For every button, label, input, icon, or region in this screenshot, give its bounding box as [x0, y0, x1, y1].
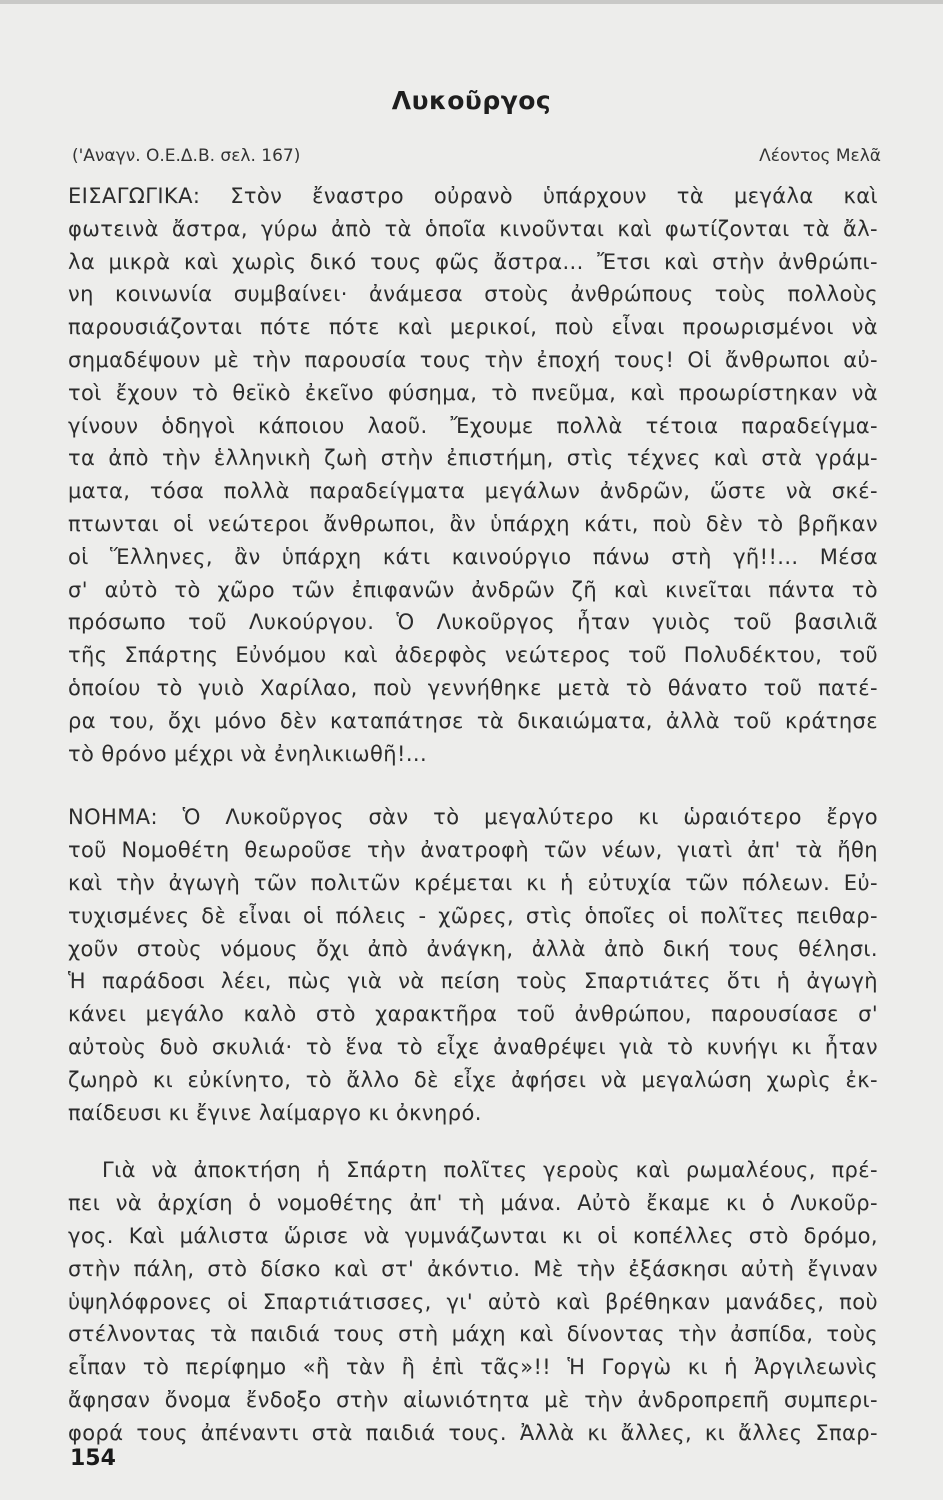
- paragraph-introduction: [68, 180, 878, 770]
- paragraph-gap: [68, 770, 878, 801]
- text-line: σημαδέψουν μὲ τὴν παρουσία τους τὴν ἐποχή τους! Οἱ ἄνθρωποι αὐ-: [68, 347, 878, 372]
- text-line: νη κοινωνία συμβαίνει· ἀνάμεσα στοὺς ἀνθρώπους τοὺς πολλοὺς: [68, 282, 878, 307]
- text-line: τυχισμένες δὲ εἶναι οἱ πόλεις - χῶρες, στὶς ὁποῖες οἱ πολῖτες πειθαρ-: [68, 903, 878, 928]
- text-line: εἶπαν τὸ περίφημο «ἢ τὰν ἢ ἐπὶ τᾶς»!! Ἡ Γοργὼ κι ἡ Ἀργιλεωνὶς: [68, 1355, 878, 1380]
- text-line: χοῦν στοὺς νόμους ὄχι ἀπὸ ἀνάγκη, ἀλλὰ ἀπὸ δική τους θέλησι.: [68, 936, 878, 961]
- text-line: ΕΙΣΑΓΩΓΙΚΑ: Στὸν ἔναστρο οὐρανὸ ὑπάρχουν τὰ μεγάλα καὶ: [68, 184, 878, 208]
- text-line: παίδευσι κι ἔγινε λαίμαργο κι ὀκνηρό.: [68, 1100, 482, 1125]
- text-line: οἱ Ἕλληνες, ἂν ὑπάρχη κάτι καινούργιο πάνω στὴ γῆ!!... Μέσα: [68, 544, 878, 569]
- text-line: ματα, τόσα πολλὰ παραδείγματα μεγάλων ἀνδρῶν, ὥστε νὰ σκέ-: [68, 479, 878, 504]
- text-line: πρόσωπο τοῦ Λυκούργου. Ὁ Λυκοῦργος ἦταν γυιὸς τοῦ βασιλιᾶ: [68, 610, 878, 635]
- paragraph-sparta: [68, 1154, 878, 1449]
- paragraph-meaning: [68, 801, 878, 1129]
- text-line: ὑψηλόφρονες οἱ Σπαρτιάτισσες, γι' αὐτὸ καὶ βρέθηκαν μανάδες, ποὺ: [68, 1289, 878, 1314]
- text-line: τῆς Σπάρτης Εὐνόμου καὶ ἀδερφὸς νεώτερος τοῦ Πολυδέκτου, τοῦ: [68, 643, 878, 668]
- text-line: πει νὰ ἀρχίση ὁ νομοθέτης ἀπ' τὴ μάνα. Αὐτὸ ἔκαμε κι ὁ Λυκοῦρ-: [68, 1191, 878, 1216]
- text-line: τοὶ ἔχουν τὸ θεϊκὸ ἐκεῖνο φύσημα, τὸ πνεῦμα, καὶ προωρίστηκαν νὰ: [68, 380, 878, 405]
- page-number: 154: [70, 1446, 116, 1471]
- text-line: στέλνοντας τὰ παιδιά τους στὴ μάχη καὶ δίνοντας τὴν ἀσπίδα, τοὺς: [68, 1322, 878, 1347]
- text-line: αὐτοὺς δυὸ σκυλιά· τὸ ἕνα τὸ εἶχε ἀναθρέψει γιὰ τὸ κυνήγι κι ἦταν: [68, 1034, 878, 1059]
- source-reference: ('Αναγν. Ο.Ε.Δ.Β. σελ. 167): [72, 146, 301, 166]
- text-line: στὴν πάλη, στὸ δίσκο καὶ στ' ἀκόντιο. Μὲ τὴν ἐξάσκησι αὐτὴ ἔγιναν: [68, 1256, 878, 1281]
- text-line: κάνει μεγάλο καλὸ στὸ χαρακτῆρα τοῦ ἀνθρώπου, παρουσίασε σ': [68, 1002, 878, 1027]
- author-name: Λέοντος Μελᾶ: [759, 146, 881, 166]
- text-line: Ἡ παράδοσι λέει, πὼς γιὰ νὰ πείση τοὺς Σπαρτιάτες ὅτι ἡ ἀγωγὴ: [68, 969, 878, 994]
- text-line: φορά τους ἀπέναντι στὰ παιδιά τους. Ἀλλὰ κι ἄλλες, κι ἄλλες Σπαρ-: [68, 1420, 878, 1445]
- page-title: Λυκοῦργος: [391, 86, 552, 115]
- text-line: τα ἀπὸ τὴν ἑλληνικὴ ζωὴ στὴν ἐπιστήμη, στὶς τέχνες καὶ στὰ γράμ-: [68, 446, 878, 471]
- text-line: λα μικρὰ καὶ χωρὶς δικό τους φῶς ἄστρα... Ἔτσι καὶ στὴν ἀνθρώπι-: [68, 249, 878, 274]
- text-line: γίνουν ὁδηγοὶ κάποιου λαοῦ. Ἔχουμε πολλὰ τέτοια παραδείγμα-: [68, 413, 878, 438]
- text-line: τοῦ Νομοθέτη θεωροῦσε τὴν ἀνατροφὴ τῶν νέων, γιατὶ ἀπ' τὰ ἤθη: [68, 838, 878, 863]
- text-line: ρα του, ὄχι μόνο δὲν καταπάτησε τὰ δικαιώματα, ἀλλὰ τοῦ κράτησε: [68, 708, 878, 733]
- text-line: γος. Καὶ μάλιστα ὥρισε νὰ γυμνάζωνται κι οἱ κοπέλλες στὸ δρόμο,: [68, 1223, 878, 1248]
- text-line: καὶ τὴν ἀγωγὴ τῶν πολιτῶν κρέμεται κι ἡ εὐτυχία τῶν πόλεων. Εὐ-: [68, 870, 878, 895]
- text-line: πτωνται οἱ νεώτεροι ἄνθρωποι, ἂν ὑπάρχη κάτι, ποὺ δὲν τὸ βρῆκαν: [68, 511, 878, 536]
- text-line: Γιὰ νὰ ἀποκτήση ἡ Σπάρτη πολῖτες γεροὺς καὶ ρωμαλέους, πρέ-: [102, 1158, 878, 1183]
- body-text: [68, 180, 878, 1449]
- text-line: ἄφησαν ὄνομα ἔνδοξο στὴν αἰωνιότητα μὲ τὴν ἀνδροπρεπῆ συμπερι-: [68, 1387, 878, 1412]
- text-line: ΝΟΗΜΑ: Ὁ Λυκοῦργος σὰν τὸ μεγαλύτερο κι ὡραιότερο ἔργο: [68, 805, 878, 830]
- text-line: τὸ θρόνο μέχρι νὰ ἐνηλικιωθῆ!...: [68, 741, 428, 766]
- paragraph-gap: [68, 1129, 878, 1154]
- text-line: ζωηρὸ κι εὐκίνητο, τὸ ἄλλο δὲ εἶχε ἀφήσει νὰ μεγαλώση χωρὶς ἐκ-: [68, 1067, 878, 1092]
- text-line: ὁποίου τὸ γυιὸ Χαρίλαο, ποὺ γεννήθηκε μετὰ τὸ θάνατο τοῦ πατέ-: [68, 675, 878, 700]
- text-line: παρουσιάζονται πότε πότε καὶ μερικοί, ποὺ εἶναι προωρισμένοι νὰ: [68, 315, 878, 340]
- text-line: σ' αὐτὸ τὸ χῶρο τῶν ἐπιφανῶν ἀνδρῶν ζῆ καὶ κινεῖται πάντα τὸ: [68, 577, 878, 602]
- text-line: φωτεινὰ ἄστρα, γύρω ἀπὸ τὰ ὁποῖα κινοῦνται καὶ φωτίζονται τὰ ἄλ-: [68, 216, 878, 241]
